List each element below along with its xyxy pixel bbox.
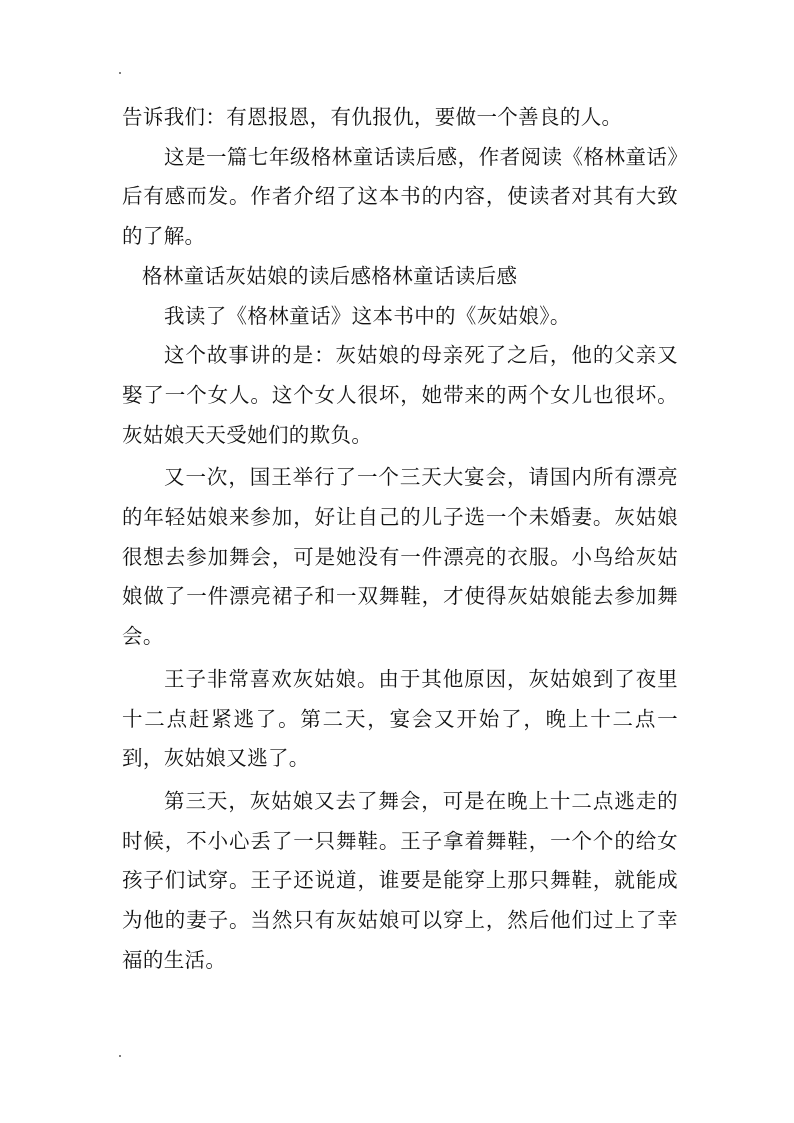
article-title: 格林童话灰姑娘的读后感格林童话读后感 <box>142 263 518 288</box>
body-paragraph: 我读了《格林童话》这本书中的《灰姑娘》。 <box>164 303 571 328</box>
paragraph-moral: 告诉我们：有恩报恩，有仇报仇，要做一个善良的人。 <box>122 105 623 129</box>
body-paragraph: 王子非常喜欢灰姑娘。由于其他原因，灰姑娘到了夜里十二点赶紧逃了。第二天，宴会又开始了，晚上十二点一到，灰姑娘又逃了。 <box>122 666 678 771</box>
body-paragraph: 第三天，灰姑娘又去了舞会，可是在晚上十二点逃走的时候，不小心丢了一只舞鞋。王子拿着舞鞋，一个个的给女孩子们试穿。王子还说道，谁要是能穿上那只舞鞋，就能成为他的妻子。当然只有灰姑娘可以穿上，然后他们过上了幸福的生活。 <box>122 788 678 972</box>
page-corner-mark-bottom <box>119 1055 121 1057</box>
page-corner-mark-top <box>119 72 121 74</box>
paragraph-summary: 这是一篇七年级格林童话读后感，作者阅读《格林童话》后有感而发。作者介绍了这本书的内容，使读者对其有大致的了解。 <box>122 144 678 249</box>
body-paragraph: 这个故事讲的是：灰姑娘的母亲死了之后，他的父亲又娶了一个女人。这个女人很坏，她带来的两个女儿也很坏。灰姑娘天天受她们的欺负。 <box>122 343 678 447</box>
body-paragraph: 又一次，国王举行了一个三天大宴会，请国内所有漂亮的年轻姑娘来参加，好让自己的儿子选一个未婚妻。灰姑娘很想去参加舞会，可是她没有一件漂亮的衣服。小鸟给灰姑娘做了一件漂亮裙子和一双舞鞋，才使得灰姑娘能去参加舞会。 <box>122 465 678 649</box>
document-page <box>122 98 678 980</box>
